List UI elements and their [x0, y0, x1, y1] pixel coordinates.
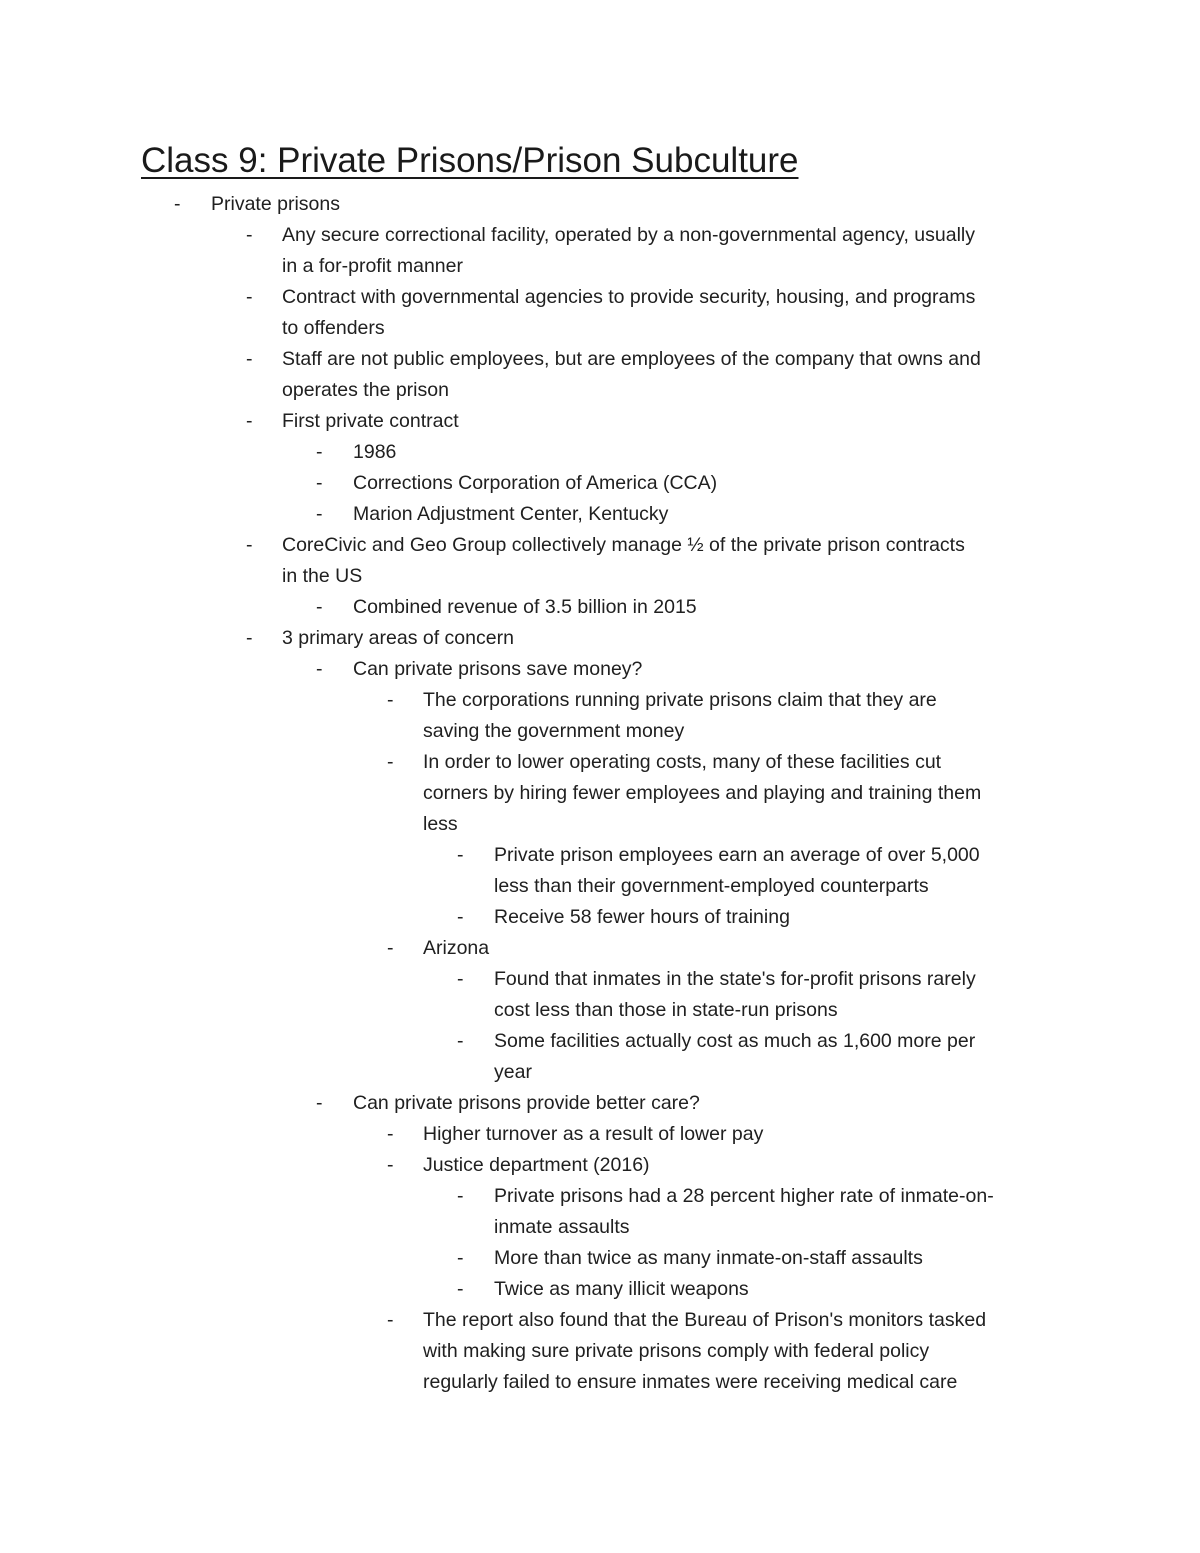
outline-item-line: regularly failed to ensure inmates were receiving medical care — [423, 1371, 958, 1393]
outline-item-line: First private contract — [282, 410, 459, 432]
outline-item-line: year — [494, 1061, 532, 1083]
outline-list — [0, 189, 1200, 1398]
outline-item — [0, 530, 1200, 592]
outline-item — [0, 1150, 1200, 1181]
outline-item-line: Private prisons — [211, 193, 340, 215]
outline-item-line: The corporations running private prisons claim that they are — [423, 689, 937, 711]
bullet-dash: - — [316, 596, 323, 618]
outline-item-line: Marion Adjustment Center, Kentucky — [353, 503, 669, 525]
outline-item — [0, 1274, 1200, 1305]
outline-item — [0, 747, 1200, 840]
outline-item — [0, 1088, 1200, 1119]
outline-item-line: Any secure correctional facility, operated by a non-governmental agency, usually — [282, 224, 975, 246]
bullet-dash: - — [457, 844, 464, 866]
bullet-dash: - — [457, 1278, 464, 1300]
outline-item-line: Combined revenue of 3.5 billion in 2015 — [353, 596, 697, 618]
outline-item-line: Staff are not public employees, but are employees of the company that owns and — [282, 348, 981, 370]
outline-item-line: Some facilities actually cost as much as 1,600 more per — [494, 1030, 976, 1052]
outline-item — [0, 902, 1200, 933]
outline-item — [0, 468, 1200, 499]
outline-item-line: The report also found that the Bureau of Prison's monitors tasked — [423, 1309, 987, 1331]
outline-item-line: Can private prisons provide better care? — [353, 1092, 700, 1114]
outline-item — [0, 1243, 1200, 1274]
outline-item-text — [494, 964, 1054, 1026]
outline-item-line: in a for-profit manner — [282, 255, 463, 277]
bullet-dash: - — [316, 503, 323, 525]
outline-item-line: Contract with governmental agencies to provide security, housing, and programs — [282, 286, 976, 308]
outline-item — [0, 964, 1200, 1026]
outline-item-text — [282, 344, 1072, 406]
outline-item-text — [211, 189, 1071, 220]
outline-item-line: to offenders — [282, 317, 385, 339]
outline-item-text — [423, 747, 1053, 840]
outline-item-text — [494, 1274, 1054, 1305]
bullet-dash: - — [387, 1123, 394, 1145]
outline-item-text — [282, 220, 1072, 282]
outline-item-line: Private prison employees earn an average of over 5,000 — [494, 844, 980, 866]
bullet-dash: - — [316, 1092, 323, 1114]
outline-item-text — [423, 685, 1053, 747]
bullet-dash: - — [457, 968, 464, 990]
outline-item-text — [353, 654, 1063, 685]
outline-item-text — [494, 1181, 1054, 1243]
outline-item-text — [494, 840, 1054, 902]
outline-item-text — [353, 468, 1063, 499]
outline-item-line: In order to lower operating costs, many of these facilities cut — [423, 751, 942, 773]
outline-item-text — [494, 1026, 1054, 1088]
outline-item-line: CoreCivic and Geo Group collectively manage ½ of the private prison contracts — [282, 534, 965, 556]
bullet-dash: - — [387, 689, 394, 711]
outline-item-line: 1986 — [353, 441, 397, 463]
bullet-dash: - — [316, 441, 323, 463]
outline-item-line: 3 primary areas of concern — [282, 627, 514, 649]
outline-item-text — [423, 933, 1053, 964]
outline-item — [0, 933, 1200, 964]
outline-item — [0, 685, 1200, 747]
outline-item — [0, 654, 1200, 685]
bullet-dash: - — [246, 224, 253, 246]
outline-item-line: corners by hiring fewer employees and playing and training them — [423, 782, 982, 804]
outline-item — [0, 189, 1200, 220]
outline-item — [0, 406, 1200, 437]
outline-item — [0, 1119, 1200, 1150]
outline-item-line: Higher turnover as a result of lower pay — [423, 1123, 764, 1145]
outline-item-line: less — [423, 813, 458, 835]
outline-item — [0, 282, 1200, 344]
bullet-dash: - — [246, 410, 253, 432]
outline-item-text — [353, 592, 1063, 623]
bullet-dash: - — [246, 286, 253, 308]
outline-item-text — [353, 1088, 1063, 1119]
bullet-dash: - — [246, 627, 253, 649]
outline-item — [0, 1181, 1200, 1243]
bullet-dash: - — [246, 534, 253, 556]
bullet-dash: - — [457, 1030, 464, 1052]
outline-item-text — [423, 1150, 1053, 1181]
outline-item — [0, 437, 1200, 468]
page-title: Class 9: Private Prisons/Prison Subculture — [141, 141, 799, 180]
bullet-dash: - — [387, 937, 394, 959]
outline-item — [0, 592, 1200, 623]
outline-item-line: Corrections Corporation of America (CCA) — [353, 472, 718, 494]
outline-item-line: with making sure private prisons comply with federal policy — [423, 1340, 930, 1362]
bullet-dash: - — [316, 658, 323, 680]
outline-item-line: Private prisons had a 28 percent higher rate of inmate-on- — [494, 1185, 994, 1207]
outline-item — [0, 499, 1200, 530]
outline-item-line: Justice department (2016) — [423, 1154, 650, 1176]
outline-item-line: Arizona — [423, 937, 490, 959]
outline-item-line: Receive 58 fewer hours of training — [494, 906, 790, 928]
bullet-dash: - — [457, 906, 464, 928]
outline-item-text — [282, 406, 1072, 437]
outline-item — [0, 623, 1200, 654]
outline-item-text — [423, 1119, 1053, 1150]
bullet-dash: - — [316, 472, 323, 494]
outline-item-text — [353, 499, 1063, 530]
bullet-dash: - — [457, 1185, 464, 1207]
bullet-dash: - — [246, 348, 253, 370]
bullet-dash: - — [387, 1154, 394, 1176]
outline-item-line: less than their government-employed counterparts — [494, 875, 929, 897]
outline-item-text — [423, 1305, 1053, 1398]
outline-item — [0, 1305, 1200, 1398]
bullet-dash: - — [387, 1309, 394, 1331]
outline-item — [0, 840, 1200, 902]
outline-item — [0, 220, 1200, 282]
outline-item-line: cost less than those in state-run prisons — [494, 999, 838, 1021]
outline-item-line: More than twice as many inmate-on-staff assaults — [494, 1247, 923, 1269]
outline-item-line: Found that inmates in the state's for-profit prisons rarely — [494, 968, 976, 990]
outline-item-line: saving the government money — [423, 720, 685, 742]
outline-item-line: inmate assaults — [494, 1216, 630, 1238]
outline-item-text — [282, 530, 1072, 592]
outline-item-text — [494, 902, 1054, 933]
outline-item-text — [282, 623, 1072, 654]
bullet-dash: - — [174, 193, 181, 215]
outline-item — [0, 1026, 1200, 1088]
bullet-dash: - — [457, 1247, 464, 1269]
outline-item-text — [353, 437, 1063, 468]
outline-item-text — [494, 1243, 1054, 1274]
outline-item-line: operates the prison — [282, 379, 449, 401]
outline-item-line: Twice as many illicit weapons — [494, 1278, 749, 1300]
bullet-dash: - — [387, 751, 394, 773]
outline-item — [0, 344, 1200, 406]
outline-item-line: Can private prisons save money? — [353, 658, 643, 680]
outline-item-line: in the US — [282, 565, 363, 587]
outline-item-text — [282, 282, 1072, 344]
